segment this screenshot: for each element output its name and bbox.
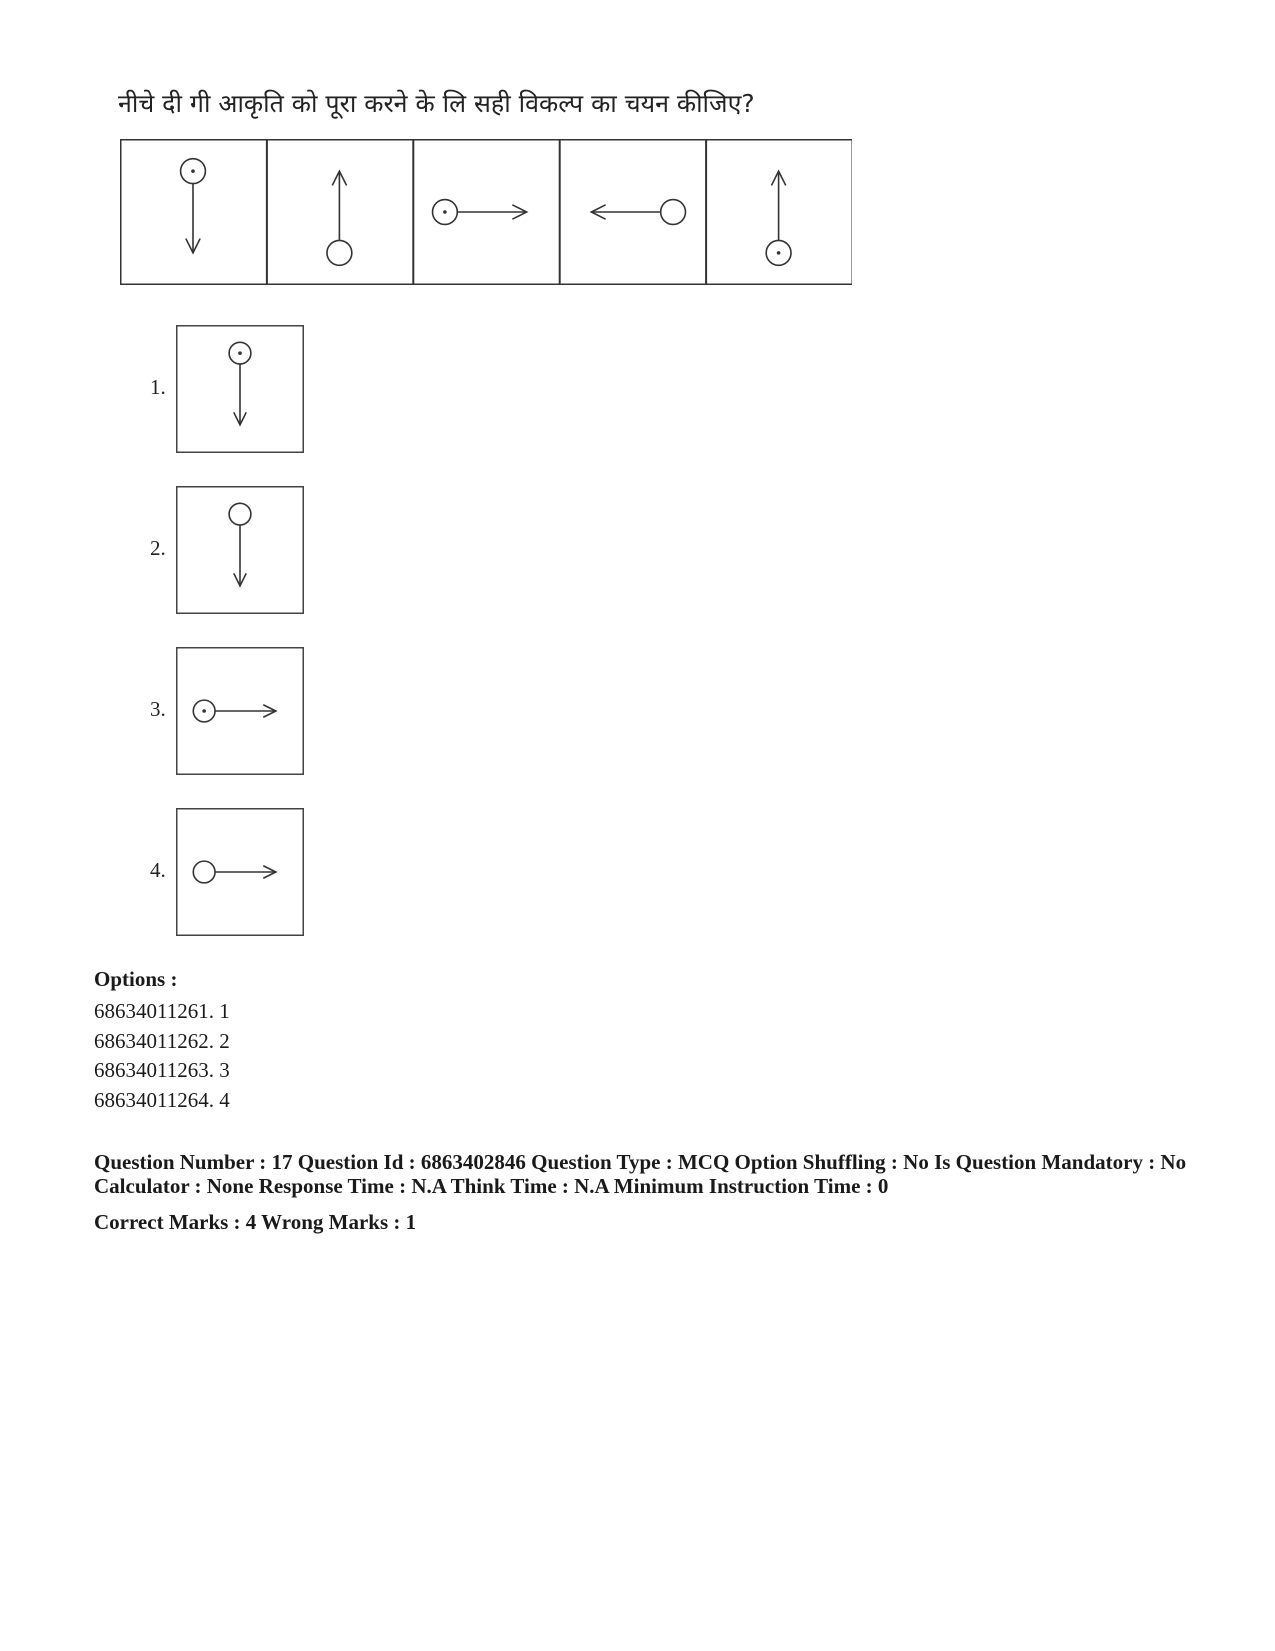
sequence-cell: [121, 140, 267, 285]
sequence-cell: [267, 140, 413, 285]
circle-icon: [327, 240, 352, 265]
answer-choice-figure: [176, 808, 304, 936]
answer-choice-figure: [176, 647, 304, 775]
answer-choice-number: 1.: [150, 375, 166, 399]
answer-choice-4: [140, 808, 340, 938]
answer-choice-1: [140, 325, 340, 455]
answer-choice-2: [140, 486, 340, 616]
answer-choice-figure: [176, 325, 304, 453]
answer-choice-number: 3.: [150, 697, 166, 721]
center-dot: [777, 251, 781, 255]
options-heading: Options :: [94, 967, 178, 991]
circle-icon: [229, 503, 251, 525]
center-dot: [191, 169, 195, 173]
question-text: नीचे दी गी आकृति को पूरा करने के लि सही विकल्प का चयन कीजिए?: [118, 89, 755, 118]
question-meta: Question Number : 17 Question Id : 6863402846 Question Type : MCQ Option Shuffling : No Is Question Mandatory : No Calculator : None Response Time : N.A Think Time : N.A Minimum Instruction Time : 0: [94, 1150, 1187, 1198]
circle-icon: [193, 861, 215, 883]
answer-choice-number: 2.: [150, 536, 166, 560]
center-dot: [238, 351, 242, 355]
center-dot: [202, 709, 206, 713]
option-item: 68634011261. 1: [94, 999, 230, 1023]
sequence-cell: [560, 140, 706, 285]
center-dot: [443, 210, 447, 214]
option-item: 68634011262. 2: [94, 1028, 230, 1053]
circle-icon: [661, 200, 686, 225]
option-item: 68634011264. 4: [94, 1087, 230, 1112]
answer-choice-3: [140, 647, 340, 777]
options-list: [94, 997, 230, 1115]
answer-choice-figure: [176, 486, 304, 614]
figure-sequence: [120, 139, 852, 285]
option-item: 68634011263. 3: [94, 1058, 230, 1082]
sequence-cell: [414, 140, 560, 285]
answer-choice-number: 4.: [150, 858, 166, 882]
marks-info: Correct Marks : 4 Wrong Marks : 1: [94, 1210, 417, 1234]
sequence-cell: [706, 140, 852, 285]
